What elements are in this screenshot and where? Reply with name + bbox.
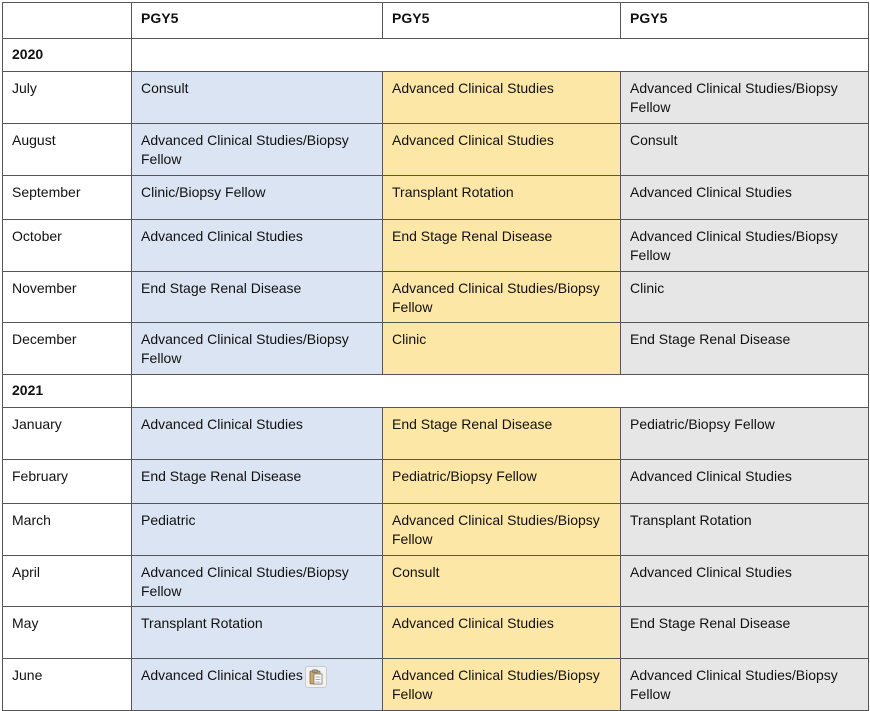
rotation-cell: Advanced Clinical Studies/Biopsy Fellow [621,72,869,124]
year-spacer-cell [132,375,869,408]
table-row [3,659,869,711]
rotation-cell: Advanced Clinical Studies/Biopsy Fellow [383,272,621,323]
year-row-2021 [3,375,869,408]
table-row [3,323,869,375]
month-cell: February [3,460,132,504]
month-cell: August [3,124,132,176]
rotation-cell: Transplant Rotation [383,176,621,220]
month-cell: September [3,176,132,220]
rotation-cell: End Stage Renal Disease [383,408,621,460]
rotation-cell: Clinic [383,323,621,375]
rotation-cell: Advanced Clinical Studies [621,460,869,504]
month-cell: November [3,272,132,323]
table-row [3,176,869,220]
year-spacer-cell [132,39,869,72]
rotation-cell: Clinic [621,272,869,323]
rotation-cell: Advanced Clinical Studies [132,220,383,272]
table-row [3,272,869,323]
rotation-cell: Pediatric/Biopsy Fellow [383,460,621,504]
rotation-schedule-table [2,2,869,711]
table-row [3,504,869,556]
rotation-cell: Consult [383,556,621,607]
rotation-cell: End Stage Renal Disease [621,323,869,375]
clipboard-paste-icon[interactable] [305,666,327,688]
rotation-cell: End Stage Renal Disease [621,607,869,659]
header-row [3,3,869,39]
header-pgy5-col1: PGY5 [132,3,383,39]
month-cell: December [3,323,132,375]
header-pgy5-col3: PGY5 [621,3,869,39]
table-row [3,72,869,124]
table-row [3,408,869,460]
year-label: 2021 [3,375,132,408]
rotation-cell: Advanced Clinical Studies [132,659,383,711]
rotation-cell: Clinic/Biopsy Fellow [132,176,383,220]
rotation-cell: Advanced Clinical Studies [383,607,621,659]
clipboard-icon [309,669,323,685]
rotation-cell: Advanced Clinical Studies/Biopsy Fellow [132,124,383,176]
year-row-2020 [3,39,869,72]
rotation-cell: Advanced Clinical Studies/Biopsy Fellow [383,659,621,711]
table-row [3,607,869,659]
month-cell: June [3,659,132,711]
rotation-cell: Transplant Rotation [621,504,869,556]
rotation-cell: Pediatric [132,504,383,556]
rotation-cell: Advanced Clinical Studies [132,408,383,460]
month-cell: May [3,607,132,659]
rotation-cell: Consult [621,124,869,176]
header-corner-cell [3,3,132,39]
rotation-cell: End Stage Renal Disease [383,220,621,272]
month-cell: October [3,220,132,272]
rotation-cell: Advanced Clinical Studies [383,124,621,176]
rotation-cell: Advanced Clinical Studies [383,72,621,124]
month-cell: July [3,72,132,124]
month-cell: January [3,408,132,460]
rotation-cell: Transplant Rotation [132,607,383,659]
rotation-cell: End Stage Renal Disease [132,460,383,504]
table-row [3,124,869,176]
table-row [3,220,869,272]
rotation-cell: Advanced Clinical Studies/Biopsy Fellow [621,220,869,272]
month-cell: March [3,504,132,556]
header-pgy5-col2: PGY5 [383,3,621,39]
rotation-cell: Advanced Clinical Studies/Biopsy Fellow [621,659,869,711]
rotation-cell: Advanced Clinical Studies/Biopsy Fellow [132,323,383,375]
table-row [3,556,869,607]
rotation-cell: Advanced Clinical Studies [621,556,869,607]
rotation-cell: Advanced Clinical Studies/Biopsy Fellow [132,556,383,607]
rotation-cell: Advanced Clinical Studies/Biopsy Fellow [383,504,621,556]
year-label: 2020 [3,39,132,72]
rotation-cell: Pediatric/Biopsy Fellow [621,408,869,460]
rotation-cell: Consult [132,72,383,124]
rotation-cell: Advanced Clinical Studies [621,176,869,220]
table-row [3,460,869,504]
rotation-cell: End Stage Renal Disease [132,272,383,323]
month-cell: April [3,556,132,607]
